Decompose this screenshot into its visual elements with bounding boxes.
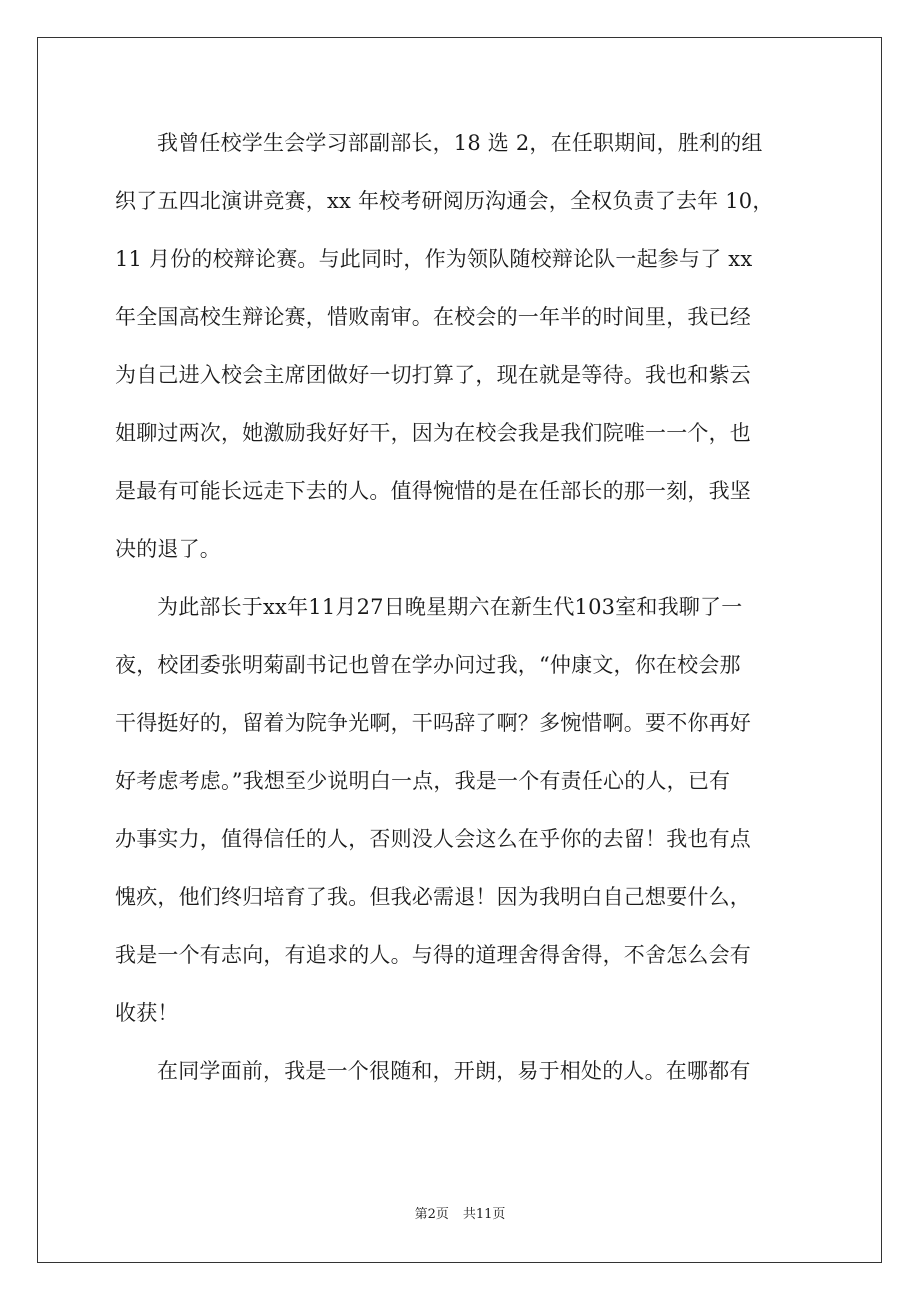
paragraph-1-line-3: 11 月份的校辩论赛。与此同时，作为领队随校辩论队一起参与了 xx	[115, 247, 753, 271]
paragraph-1-line-1: 我曾任校学生会学习部副部长，18 选 2，在任职期间，胜利的组	[157, 131, 763, 155]
paragraph-2-line-6: 愧疚，他们终归培育了我。但我必需退！因为我明白自己想要什么，	[115, 885, 751, 909]
paragraph-2-line-8: 收获！	[115, 1001, 179, 1025]
paragraph-2-line-5: 办事实力，值得信任的人，否则没人会这么在乎你的去留！我也有点	[115, 827, 751, 851]
paragraph-1-line-5: 为自己进入校会主席团做好一切打算了，现在就是等待。我也和紫云	[115, 363, 751, 387]
paragraph-1-line-6: 姐聊过两次，她激励我好好干，因为在校会我是我们院唯一一个，也	[115, 421, 751, 445]
paragraph-1-line-7: 是最有可能长远走下去的人。值得惋惜的是在任部长的那一刻，我坚	[115, 479, 751, 503]
paragraph-2-line-7: 我是一个有志向，有追求的人。与得的道理舍得舍得，不舍怎么会有	[115, 943, 751, 967]
paragraph-1-line-4: 年全国高校生辩论赛，惜败南审。在校会的一年半的时间里，我已经	[115, 305, 751, 329]
paragraph-1-line-8: 决的退了。	[115, 537, 221, 561]
paragraph-1-line-2: 织了五四北演讲竞赛，xx 年校考研阅历沟通会，全权负责了去年 10，	[115, 189, 774, 213]
paragraph-2-line-2: 夜，校团委张明菊副书记也曾在学办问过我，“仲康文，你在校会那	[115, 653, 741, 677]
page-total: 共11页	[462, 1207, 506, 1222]
page-footer	[0, 1207, 920, 1223]
paragraph-2-line-4: 好考虑考虑。”我想至少说明白一点，我是一个有责任心的人，已有	[115, 769, 731, 793]
paragraph-2-line-3: 干得挺好的，留着为院争光啊，干吗辞了啊？多惋惜啊。要不你再好	[115, 711, 751, 735]
page-number: 第2页	[414, 1207, 449, 1222]
paragraph-3-line-1: 在同学面前，我是一个很随和，开朗，易于相处的人。在哪都有	[157, 1059, 751, 1083]
paragraph-2-line-1: 为此部长于xx年11月27日晚星期六在新生代103室和我聊了一	[157, 595, 743, 619]
